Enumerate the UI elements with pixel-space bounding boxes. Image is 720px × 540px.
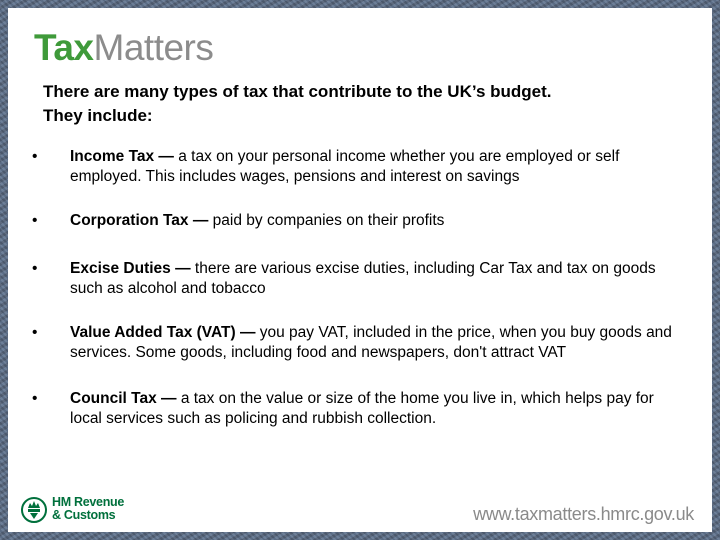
intro-text [43,80,683,128]
website-url: www.taxmatters.hmrc.gov.uk [473,504,694,524]
bullet-icon: • [32,260,38,277]
item-term: Excise Duties — [70,260,191,277]
hmrc-line-1: HM Revenue [52,495,125,509]
item-text: paid by companies on their profits [208,212,445,229]
hmrc-name [52,496,124,522]
bullet-icon: • [32,390,38,407]
tax-types-list [30,147,690,429]
list-item-council-tax [30,389,690,429]
hmrc-logo [20,494,124,524]
list-item-income-tax [30,147,690,187]
item-term: Income Tax — [70,148,174,165]
intro-line-1: There are many types of tax that contribute to the UK’s budget. [43,82,552,101]
slide [8,8,712,532]
item-text: a tax on your personal income whether you are employed or self employed. This includes wages, pensions and interest on savings [70,148,620,185]
intro-line-2: They include: [43,106,153,125]
item-text: you pay VAT, included in the price, when you buy goods and services. Some goods, including food and newspapers, don't attract VAT [70,324,672,361]
bullet-icon: • [32,212,38,229]
item-text: there are various excise duties, including Car Tax and tax on goods such as alcohol and tobacco [70,260,656,297]
crown-crest-icon [20,494,48,524]
hmrc-line-2: & Customs [52,508,116,522]
logo-matters: Matters [93,27,214,68]
list-item-corporation-tax [30,211,690,231]
item-term: Corporation Tax — [70,212,209,229]
item-term: Value Added Tax (VAT) — [70,324,256,341]
item-text: a tax on the value or size of the home you live in, which helps pay for local services such as policing and rubbish collection. [70,390,654,427]
bullet-icon: • [32,324,38,341]
list-item-excise-duties [30,259,690,299]
logo-tax: Tax [34,27,94,68]
tax-matters-logo [34,26,213,70]
bullet-icon: • [32,148,38,165]
item-term: Council Tax — [70,390,177,407]
list-item-vat [30,323,690,363]
